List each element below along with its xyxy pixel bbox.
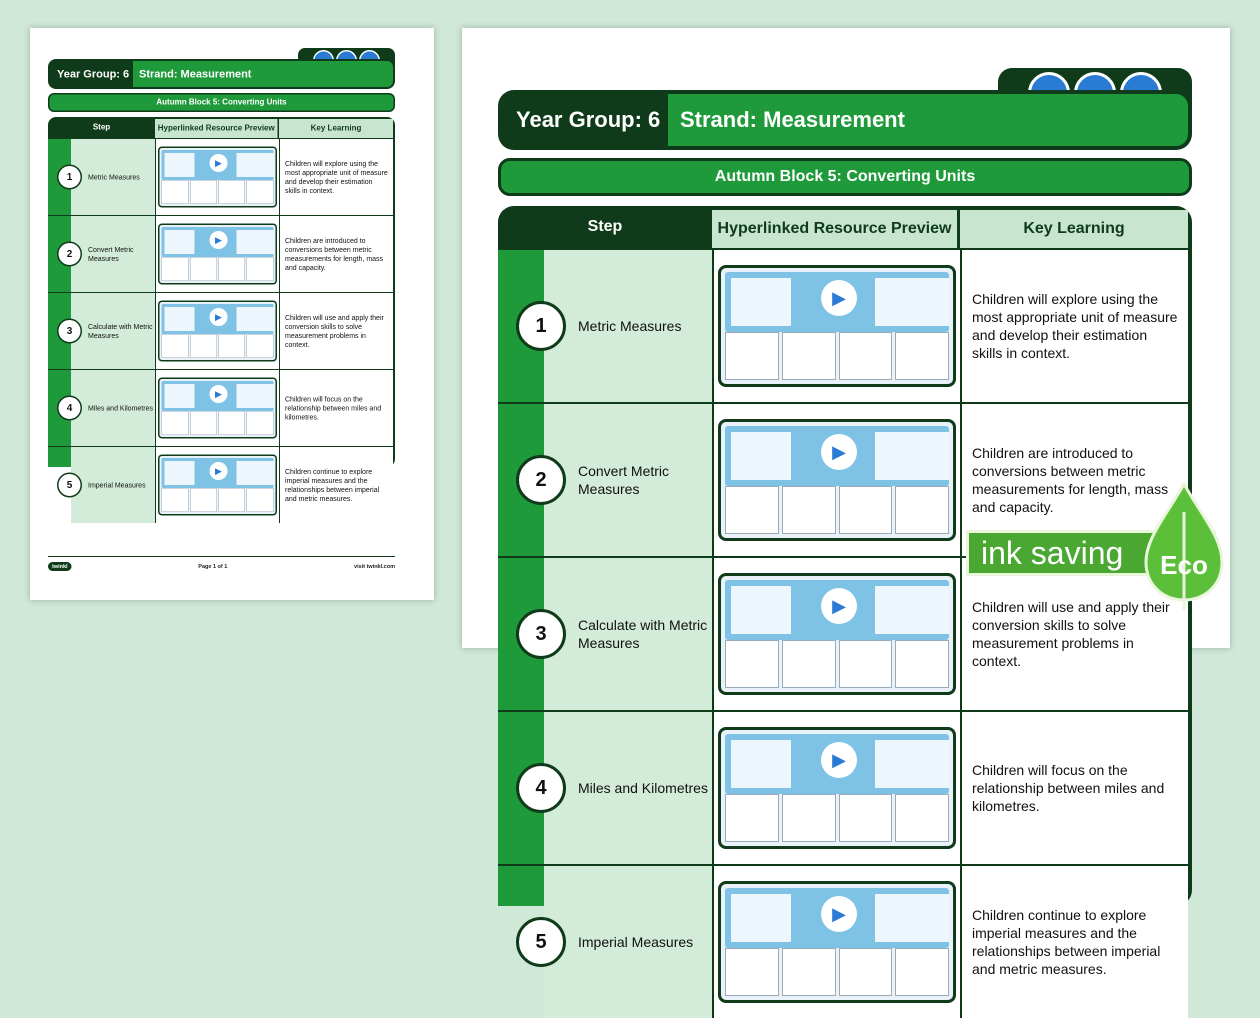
play-icon[interactable]: ▶ <box>210 385 228 403</box>
preview-cell <box>155 293 279 369</box>
step-number: 2 <box>57 242 82 267</box>
step-number: 4 <box>516 763 566 813</box>
step-cell <box>498 404 712 556</box>
year-group: Year Group: 6 <box>516 107 661 132</box>
preview-pages <box>725 332 949 380</box>
key-learning-text: Children will focus on the relationship between miles and kilometres. <box>279 370 393 446</box>
resource-preview-link[interactable] <box>158 301 277 362</box>
table-row <box>498 248 1192 402</box>
preview-cell <box>712 866 960 1018</box>
step-label: Imperial Measures <box>71 447 155 523</box>
strand: Strand: Measurement <box>668 94 1188 146</box>
step-number: 4 <box>57 396 82 421</box>
table-header <box>48 117 395 138</box>
column-step: Step <box>587 218 623 235</box>
step-label: Miles and Kilometres <box>71 370 155 446</box>
small-worksheet-preview <box>30 28 434 600</box>
preview-cell <box>155 370 279 446</box>
column-preview: Hyperlinked Resource Preview <box>712 210 960 248</box>
preview-pages <box>725 486 949 534</box>
step-number: 3 <box>57 319 82 344</box>
table-row <box>48 369 395 446</box>
key-learning-text: Children will use and apply their conversion skills to solve measurement problems in context. <box>279 293 393 369</box>
step-label: Calculate with Metric Measures <box>544 558 712 710</box>
step-number: 1 <box>516 301 566 351</box>
year-group: Year Group: 6 <box>57 67 130 80</box>
key-learning-text: Children are introduced to conversions between metric measurements for length, mass and capacity. <box>279 216 393 292</box>
table-row <box>48 292 395 369</box>
preview-pages <box>162 257 274 281</box>
header <box>48 48 395 89</box>
title-bar <box>48 59 395 89</box>
key-learning-text: Children are introduced to conversions between metric measurements for length, mass and capacity. <box>960 404 1188 556</box>
preview-pages <box>162 488 274 512</box>
resource-preview-link[interactable] <box>158 224 277 285</box>
key-learning-text: Children continue to explore imperial measures and the relationships between imperial and metric measures. <box>279 447 393 523</box>
preview-cell <box>712 404 960 556</box>
preview-cell <box>712 250 960 402</box>
preview-pages <box>725 794 949 842</box>
preview-pages <box>725 640 949 688</box>
step-label: Convert Metric Measures <box>71 216 155 292</box>
preview-pages <box>162 180 274 204</box>
page-number: Page 1 of 1 <box>198 563 228 570</box>
leaf-icon <box>1142 482 1226 610</box>
key-learning-text: Children will focus on the relationship between miles and kilometres. <box>960 712 1188 864</box>
column-preview: Hyperlinked Resource Preview <box>155 119 279 138</box>
play-icon[interactable]: ▶ <box>821 280 857 316</box>
preview-cell <box>712 558 960 710</box>
strand: Strand: Measurement <box>133 61 393 87</box>
step-label: Convert Metric Measures <box>544 404 712 556</box>
step-label: Imperial Measures <box>544 866 712 1018</box>
step-number: 5 <box>516 917 566 967</box>
table-header <box>498 206 1192 248</box>
table-row <box>48 138 395 215</box>
play-icon[interactable]: ▶ <box>210 231 228 249</box>
table-row <box>498 710 1192 864</box>
play-icon[interactable]: ▶ <box>821 742 857 778</box>
preview-pages <box>725 948 949 996</box>
table-row <box>498 864 1192 1018</box>
preview-cell <box>712 712 960 864</box>
column-key-learning: Key Learning <box>960 210 1188 248</box>
block-title: Autumn Block 5: Converting Units <box>48 93 395 112</box>
step-cell <box>48 139 155 215</box>
step-label: Calculate with Metric Measures <box>71 293 155 369</box>
table-row <box>48 215 395 292</box>
preview-cell <box>155 447 279 523</box>
title-bar <box>498 90 1192 150</box>
table-body <box>48 138 395 523</box>
key-learning-text: Children will use and apply their conversion skills to solve measurement problems in context. <box>960 558 1188 710</box>
preview-pages <box>162 334 274 358</box>
footer <box>48 556 395 576</box>
play-icon[interactable]: ▶ <box>821 896 857 932</box>
step-number: 5 <box>57 473 82 498</box>
resource-preview-link[interactable] <box>718 573 956 695</box>
eco-ink-saving-badge <box>966 482 1256 612</box>
key-learning-text: Children will explore using the most appropriate unit of measure and develop their estimation skills in context. <box>279 139 393 215</box>
resource-preview-link[interactable] <box>718 265 956 387</box>
column-key-learning: Key Learning <box>279 119 393 138</box>
step-cell <box>498 250 712 402</box>
preview-cell <box>155 139 279 215</box>
step-number: 2 <box>516 455 566 505</box>
step-label: Metric Measures <box>544 250 712 402</box>
ink-saving-label: ink saving <box>966 530 1216 576</box>
resource-preview-link[interactable] <box>718 419 956 541</box>
step-cell <box>48 447 155 523</box>
site-link[interactable]: visit twinkl.com <box>354 563 395 570</box>
steps-table <box>48 117 395 503</box>
block-title: Autumn Block 5: Converting Units <box>498 158 1192 196</box>
play-icon[interactable]: ▶ <box>210 308 228 326</box>
step-cell <box>498 558 712 710</box>
header <box>498 68 1192 150</box>
column-step: Step <box>92 123 111 132</box>
step-cell <box>498 866 712 1018</box>
step-cell <box>48 293 155 369</box>
resource-preview-link[interactable] <box>158 378 277 439</box>
step-cell <box>498 712 712 864</box>
resource-preview-link[interactable] <box>158 455 277 516</box>
step-label: Miles and Kilometres <box>544 712 712 864</box>
play-icon[interactable]: ▶ <box>210 462 228 480</box>
step-cell <box>48 216 155 292</box>
table-body <box>498 248 1192 1018</box>
resource-preview-link[interactable] <box>718 727 956 849</box>
key-learning-text: Children continue to explore imperial measures and the relationships between imperial and metric measures. <box>960 866 1188 1018</box>
eco-label: Eco <box>1160 550 1208 580</box>
resource-preview-link[interactable] <box>718 881 956 1003</box>
table-row <box>48 446 395 523</box>
preview-cell <box>155 216 279 292</box>
step-number: 1 <box>57 165 82 190</box>
play-icon[interactable]: ▶ <box>821 434 857 470</box>
play-icon[interactable]: ▶ <box>821 588 857 624</box>
play-icon[interactable]: ▶ <box>210 154 228 172</box>
resource-preview-link[interactable] <box>158 147 277 208</box>
key-learning-text: Children will explore using the most appropriate unit of measure and develop their estimation skills in context. <box>960 250 1188 402</box>
step-cell <box>48 370 155 446</box>
twinkl-logo[interactable]: twinkl <box>48 562 72 571</box>
step-number: 3 <box>516 609 566 659</box>
step-label: Metric Measures <box>71 139 155 215</box>
preview-pages <box>162 411 274 435</box>
